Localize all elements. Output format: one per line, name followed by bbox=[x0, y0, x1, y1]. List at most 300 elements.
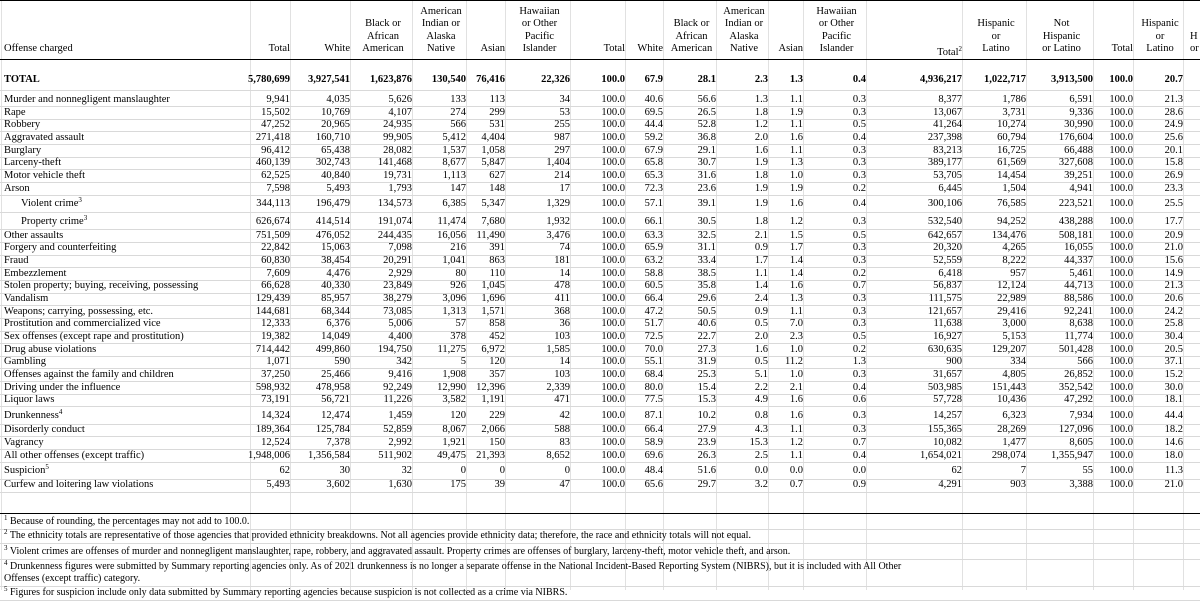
data-cell: 2.1 bbox=[754, 229, 768, 241]
offense-label-text: Sex offenses (except rape and prostitution) bbox=[4, 331, 184, 342]
offense-label-text: Aggravated assault bbox=[4, 131, 85, 143]
data-cell: 16,725 bbox=[997, 144, 1026, 156]
data-cell: 31,657 bbox=[933, 368, 962, 380]
data-cell: 103 bbox=[554, 331, 570, 342]
footnote-marker: 3 bbox=[83, 213, 88, 222]
offense-label bbox=[4, 94, 170, 106]
data-cell: 0.3 bbox=[852, 242, 866, 254]
data-cell: 39,251 bbox=[1064, 169, 1093, 181]
data-cell: 100.0 bbox=[1109, 198, 1133, 210]
offense-label-text: Driving under the influence bbox=[4, 381, 121, 393]
data-cell: 0.3 bbox=[852, 157, 866, 169]
footnote-number: 1 bbox=[4, 514, 8, 522]
data-cell: 588 bbox=[554, 424, 570, 436]
data-cell: 40,840 bbox=[321, 169, 350, 181]
data-cell: 8,605 bbox=[1069, 436, 1093, 448]
data-cell: 2.3 bbox=[789, 331, 803, 342]
data-cell: 100.0 bbox=[601, 449, 625, 461]
column-header bbox=[743, 43, 803, 56]
offense-label bbox=[4, 107, 26, 119]
data-cell: 100.0 bbox=[601, 293, 625, 305]
data-cell: 751,509 bbox=[255, 229, 290, 241]
data-cell: 65.3 bbox=[644, 169, 663, 181]
table-bottom-border bbox=[0, 513, 1200, 514]
data-cell: 1.2 bbox=[754, 119, 768, 131]
data-cell: 1.9 bbox=[789, 106, 803, 118]
offense-label bbox=[4, 407, 63, 422]
data-cell: 94,252 bbox=[997, 215, 1026, 227]
data-cell: 4,941 bbox=[1069, 182, 1093, 194]
data-cell: 36 bbox=[559, 318, 570, 330]
data-cell: 100.0 bbox=[601, 267, 625, 279]
row-divider bbox=[0, 195, 1200, 196]
data-cell: 1.3 bbox=[754, 94, 768, 105]
data-cell: 53,705 bbox=[933, 169, 962, 181]
offense-label-text: Rape bbox=[4, 106, 26, 118]
data-cell: 15,502 bbox=[261, 106, 290, 118]
data-cell: 0.3 bbox=[852, 255, 866, 267]
data-cell: 1.8 bbox=[754, 106, 768, 118]
data-cell: 411 bbox=[554, 293, 570, 305]
data-cell: 14,324 bbox=[261, 409, 290, 421]
data-cell: 1,045 bbox=[481, 280, 505, 292]
offense-label bbox=[4, 255, 29, 267]
data-cell: 24.2 bbox=[1164, 305, 1183, 317]
offense-label-text: Curfew and loitering law violations bbox=[4, 479, 154, 491]
data-cell: 15.8 bbox=[1164, 157, 1183, 169]
data-cell: 2.1 bbox=[789, 381, 803, 393]
data-cell: 858 bbox=[489, 318, 505, 330]
data-cell: 532,540 bbox=[927, 215, 962, 227]
data-cell: 476,052 bbox=[315, 229, 350, 241]
data-cell: 598,932 bbox=[255, 381, 290, 393]
data-cell: 1.6 bbox=[789, 280, 803, 292]
data-cell: 17 bbox=[559, 182, 570, 194]
data-cell: 903 bbox=[1010, 479, 1026, 491]
data-cell: 10,274 bbox=[997, 119, 1026, 131]
data-cell: 100.0 bbox=[601, 74, 625, 85]
data-cell: 30 bbox=[339, 465, 350, 477]
data-cell: 5,493 bbox=[266, 479, 290, 491]
offense-label-text: Murder and nonnegligent manslaughter bbox=[4, 94, 170, 105]
data-cell: 38,279 bbox=[383, 293, 412, 305]
data-cell: 389,177 bbox=[927, 157, 962, 169]
column-header-text: H or bbox=[1190, 30, 1199, 55]
data-cell: 100.0 bbox=[1109, 331, 1133, 342]
data-cell: 21.0 bbox=[1164, 242, 1183, 254]
data-cell: 1.7 bbox=[754, 255, 768, 267]
offense-label-text: Embezzlement bbox=[4, 267, 67, 279]
data-cell: 8,638 bbox=[1069, 318, 1093, 330]
column-header-text: Offense charged bbox=[4, 43, 73, 55]
data-cell: 100.0 bbox=[601, 394, 625, 406]
data-cell: 23.6 bbox=[697, 182, 716, 194]
data-cell: 1.1 bbox=[789, 305, 803, 317]
data-cell: 13,067 bbox=[933, 106, 962, 118]
footnote-number: 4 bbox=[4, 559, 8, 567]
data-cell: 2.3 bbox=[754, 74, 768, 85]
data-cell: 100.0 bbox=[601, 215, 625, 227]
data-cell: 271,418 bbox=[255, 131, 290, 143]
data-cell: 11,226 bbox=[383, 394, 412, 406]
column-header-text: Hispanic or Latino bbox=[977, 18, 1015, 55]
data-cell: 590 bbox=[334, 356, 350, 368]
data-cell: 23.9 bbox=[697, 436, 716, 448]
offense-label bbox=[4, 145, 41, 157]
data-cell: 150 bbox=[489, 436, 505, 448]
column-header-text: Total bbox=[937, 47, 959, 59]
offense-label bbox=[4, 268, 66, 280]
data-cell: 100.0 bbox=[601, 381, 625, 393]
data-cell: 0.3 bbox=[852, 424, 866, 436]
data-cell: 68,344 bbox=[321, 305, 350, 317]
data-cell: 1.1 bbox=[789, 119, 803, 131]
data-cell: 76,585 bbox=[997, 198, 1026, 210]
data-cell: 2,929 bbox=[388, 267, 412, 279]
data-cell: 0.3 bbox=[852, 144, 866, 156]
data-cell: 100.0 bbox=[601, 318, 625, 330]
data-cell: 62 bbox=[279, 465, 290, 477]
data-cell: 100.0 bbox=[601, 436, 625, 448]
offense-label-text: Drunkenness bbox=[4, 409, 59, 421]
data-cell: 4,265 bbox=[1002, 242, 1026, 254]
data-cell: 1,696 bbox=[481, 293, 505, 305]
data-cell: 144,681 bbox=[255, 305, 290, 317]
data-cell: 120 bbox=[489, 356, 505, 368]
data-cell: 15.2 bbox=[1164, 368, 1183, 380]
data-cell: 100.0 bbox=[1109, 119, 1133, 131]
column-header bbox=[1120, 18, 1200, 56]
data-cell: 100.0 bbox=[1109, 229, 1133, 241]
data-cell: 0.5 bbox=[754, 356, 768, 368]
data-cell: 100.0 bbox=[1109, 449, 1133, 461]
data-cell: 66.4 bbox=[644, 293, 663, 305]
column-header-text: Asian bbox=[480, 43, 505, 55]
column-header-text: American Indian or Alaska Native bbox=[723, 5, 765, 55]
data-cell: 1,571 bbox=[481, 305, 505, 317]
footnote-text: Violent crimes are offenses of murder and nonnegligent manslaughter, rape, robbery, and aggravated assault. Property crimes are offenses of burglary, larceny-theft, motor vehicle theft, and arson. bbox=[7, 546, 791, 557]
footnote-marker: 5 bbox=[45, 463, 49, 472]
data-cell: 214 bbox=[554, 169, 570, 181]
data-cell: 100.0 bbox=[601, 465, 625, 477]
data-cell: 8,652 bbox=[546, 449, 570, 461]
data-cell: 65,438 bbox=[321, 144, 350, 156]
data-cell: 60,830 bbox=[261, 255, 290, 267]
offense-label bbox=[4, 479, 153, 491]
data-cell: 100.0 bbox=[601, 356, 625, 368]
data-cell: 16,056 bbox=[437, 229, 466, 241]
data-cell: 100.0 bbox=[1109, 94, 1133, 105]
grid-column-line bbox=[866, 0, 867, 590]
data-cell: 160,710 bbox=[315, 131, 350, 143]
footnote-marker: 3 bbox=[78, 196, 82, 205]
data-cell: 60,794 bbox=[997, 131, 1026, 143]
data-cell: 100.0 bbox=[601, 343, 625, 355]
data-cell: 67.9 bbox=[644, 74, 663, 85]
data-cell: 29.6 bbox=[697, 293, 716, 305]
data-cell: 4,107 bbox=[388, 106, 412, 118]
data-cell: 100.0 bbox=[1109, 343, 1133, 355]
data-cell: 2,992 bbox=[388, 436, 412, 448]
data-cell: 926 bbox=[450, 280, 466, 292]
data-cell: 1.2 bbox=[789, 215, 803, 227]
data-cell: 134,573 bbox=[377, 198, 412, 210]
data-cell: 176,604 bbox=[1058, 131, 1093, 143]
data-cell: 2,066 bbox=[481, 424, 505, 436]
data-cell: 127,096 bbox=[1058, 424, 1093, 436]
data-cell: 100.0 bbox=[1109, 479, 1133, 491]
data-cell: 16,055 bbox=[1064, 242, 1093, 254]
data-cell: 44,713 bbox=[1064, 280, 1093, 292]
data-cell: 0.3 bbox=[852, 318, 866, 330]
data-cell: 69.6 bbox=[644, 449, 663, 461]
data-cell: 7,098 bbox=[388, 242, 412, 254]
data-cell: 58.8 bbox=[644, 267, 663, 279]
data-cell: 103 bbox=[554, 368, 570, 380]
data-cell: 460,139 bbox=[255, 157, 290, 169]
data-cell: 1,191 bbox=[481, 394, 505, 406]
data-cell: 3,000 bbox=[1002, 318, 1026, 330]
footnote bbox=[4, 530, 751, 541]
data-cell: 87.1 bbox=[644, 409, 663, 421]
data-cell: 1,313 bbox=[442, 305, 466, 317]
data-cell: 100.0 bbox=[1109, 182, 1133, 194]
data-cell: 2.4 bbox=[754, 293, 768, 305]
data-cell: 14.6 bbox=[1164, 436, 1183, 448]
data-cell: 2.0 bbox=[754, 331, 768, 342]
data-cell: 957 bbox=[1010, 267, 1026, 279]
data-cell: 111,575 bbox=[928, 293, 962, 305]
data-cell: 5,006 bbox=[388, 318, 412, 330]
data-cell: 630,635 bbox=[927, 343, 962, 355]
data-cell: 18.0 bbox=[1164, 449, 1183, 461]
data-cell: 5,493 bbox=[326, 182, 350, 194]
data-cell: 0.5 bbox=[852, 331, 866, 342]
data-cell: 499,860 bbox=[315, 343, 350, 355]
data-cell: 5,461 bbox=[1069, 267, 1093, 279]
offense-label bbox=[4, 344, 96, 356]
data-cell: 20.9 bbox=[1164, 229, 1183, 241]
data-cell: 125,784 bbox=[315, 424, 350, 436]
data-cell: 1,477 bbox=[1002, 436, 1026, 448]
data-cell: 0.7 bbox=[852, 280, 866, 292]
data-cell: 7,680 bbox=[481, 215, 505, 227]
footnote-number: 2 bbox=[4, 528, 8, 536]
data-cell: 414,514 bbox=[315, 215, 350, 227]
data-cell: 57.1 bbox=[644, 198, 663, 210]
data-cell: 100.0 bbox=[601, 119, 625, 131]
data-cell: 100.0 bbox=[601, 424, 625, 436]
data-cell: 511,902 bbox=[378, 449, 412, 461]
offense-label bbox=[4, 369, 174, 381]
data-cell: 244,435 bbox=[377, 229, 412, 241]
offense-label bbox=[4, 183, 30, 195]
data-cell: 100.0 bbox=[601, 157, 625, 169]
column-header bbox=[1190, 31, 1200, 56]
offense-label bbox=[4, 230, 63, 242]
data-cell: 0.9 bbox=[754, 305, 768, 317]
data-cell: 0.5 bbox=[852, 119, 866, 131]
data-cell: 30,990 bbox=[1064, 119, 1093, 131]
data-cell: 1.9 bbox=[754, 198, 768, 210]
grid-column-line bbox=[1183, 0, 1184, 590]
footnote-continuation: Offenses (except traffic) category. bbox=[4, 573, 141, 584]
data-cell: 25,466 bbox=[321, 368, 350, 380]
data-cell: 0.3 bbox=[852, 368, 866, 380]
data-cell: 61,569 bbox=[997, 157, 1026, 169]
data-cell: 100.0 bbox=[601, 305, 625, 317]
data-cell: 25.6 bbox=[1164, 131, 1183, 143]
data-cell: 30.5 bbox=[697, 215, 716, 227]
offense-label bbox=[4, 293, 48, 305]
data-cell: 100.0 bbox=[1109, 106, 1133, 118]
data-cell: 4,400 bbox=[388, 331, 412, 342]
data-cell: 100.0 bbox=[1109, 436, 1133, 448]
data-cell: 566 bbox=[450, 119, 466, 131]
data-cell: 73,085 bbox=[383, 305, 412, 317]
data-cell: 52.8 bbox=[697, 119, 716, 131]
data-cell: 501,428 bbox=[1058, 343, 1093, 355]
data-cell: 2.2 bbox=[754, 381, 768, 393]
data-cell: 148 bbox=[489, 182, 505, 194]
data-cell: 100.0 bbox=[1109, 131, 1133, 143]
data-cell: 327,608 bbox=[1058, 157, 1093, 169]
data-cell: 62 bbox=[951, 465, 962, 477]
data-cell: 334 bbox=[1010, 356, 1026, 368]
data-cell: 391 bbox=[489, 242, 505, 254]
data-cell: 85,957 bbox=[321, 293, 350, 305]
data-cell: 8,677 bbox=[442, 157, 466, 169]
column-header bbox=[290, 43, 350, 56]
data-cell: 30.7 bbox=[697, 157, 716, 169]
data-cell: 0.3 bbox=[852, 305, 866, 317]
data-cell: 100.0 bbox=[601, 409, 625, 421]
offense-label bbox=[4, 132, 84, 144]
offense-label-text: Burglary bbox=[4, 144, 42, 156]
row-divider bbox=[0, 90, 1200, 91]
row-divider bbox=[0, 406, 1200, 407]
data-cell: 25.8 bbox=[1164, 318, 1183, 330]
data-cell: 83 bbox=[559, 436, 570, 448]
data-cell: 27.9 bbox=[697, 424, 716, 436]
data-cell: 28.1 bbox=[697, 74, 716, 85]
data-cell: 41,264 bbox=[933, 119, 962, 131]
offense-label bbox=[4, 450, 144, 462]
data-cell: 100.0 bbox=[1109, 255, 1133, 267]
offense-label-text: Vagrancy bbox=[4, 436, 44, 448]
data-cell: 100.0 bbox=[1109, 267, 1133, 279]
data-cell: 21.0 bbox=[1164, 479, 1183, 491]
data-cell: 0.7 bbox=[852, 436, 866, 448]
data-cell: 300,106 bbox=[927, 198, 962, 210]
data-cell: 342 bbox=[396, 356, 412, 368]
data-cell: 9,941 bbox=[266, 94, 290, 105]
footnote bbox=[4, 587, 567, 598]
data-cell: 58.9 bbox=[644, 436, 663, 448]
offense-label-text: Motor vehicle theft bbox=[4, 169, 86, 181]
data-cell: 100.0 bbox=[601, 131, 625, 143]
data-cell: 50.5 bbox=[697, 305, 716, 317]
offense-label-text: Gambling bbox=[4, 356, 46, 368]
data-cell: 1.4 bbox=[789, 267, 803, 279]
data-cell: 9,416 bbox=[388, 368, 412, 380]
data-cell: 1.6 bbox=[789, 198, 803, 210]
data-cell: 1.2 bbox=[789, 436, 803, 448]
data-cell: 12,474 bbox=[321, 409, 350, 421]
data-cell: 1,537 bbox=[442, 144, 466, 156]
data-cell: 0.5 bbox=[852, 229, 866, 241]
data-cell: 1.6 bbox=[754, 144, 768, 156]
offense-label-text: Property crime bbox=[21, 215, 84, 227]
data-cell: 20.6 bbox=[1164, 293, 1183, 305]
data-cell: 26.5 bbox=[697, 106, 716, 118]
data-cell: 352,542 bbox=[1058, 381, 1093, 393]
data-cell: 7 bbox=[1020, 465, 1026, 477]
data-cell: 31.6 bbox=[697, 169, 716, 181]
data-cell: 65.9 bbox=[644, 242, 663, 254]
data-cell: 6,591 bbox=[1069, 94, 1093, 105]
data-cell: 35.8 bbox=[697, 280, 716, 292]
data-cell: 130,540 bbox=[431, 74, 466, 85]
row-divider bbox=[0, 212, 1200, 213]
data-cell: 11.3 bbox=[1165, 465, 1183, 477]
data-cell: 1,356,584 bbox=[308, 449, 350, 461]
grid-column-line bbox=[1, 0, 2, 590]
footnote-text: The ethnicity totals are representative of those agencies that provided ethnicity breakdowns. Not all agencies provide ethnicity data; therefore, the race and ethnicity totals will not equal. bbox=[7, 530, 751, 541]
data-cell: 100.0 bbox=[601, 479, 625, 491]
footnote-divider bbox=[0, 600, 1200, 601]
data-cell: 1,948,006 bbox=[248, 449, 290, 461]
data-cell: 11,774 bbox=[1064, 331, 1093, 342]
offense-label bbox=[4, 157, 61, 169]
data-cell: 30.0 bbox=[1164, 381, 1183, 393]
data-cell: 24.9 bbox=[1164, 119, 1183, 131]
data-cell: 66,488 bbox=[1064, 144, 1093, 156]
data-cell: 566 bbox=[1077, 356, 1093, 368]
offense-label-text: Offenses against the family and children bbox=[4, 368, 174, 380]
data-cell: 4,035 bbox=[326, 94, 350, 105]
data-cell: 16,927 bbox=[933, 331, 962, 342]
column-header bbox=[902, 43, 962, 60]
data-cell: 216 bbox=[450, 242, 466, 254]
data-cell: 10.2 bbox=[697, 409, 716, 421]
data-cell: 627 bbox=[489, 169, 505, 181]
data-cell: 38,454 bbox=[321, 255, 350, 267]
data-cell: 8,067 bbox=[442, 424, 466, 436]
data-cell: 56.6 bbox=[697, 94, 716, 105]
data-cell: 20,965 bbox=[321, 119, 350, 131]
data-cell: 12,990 bbox=[437, 381, 466, 393]
data-cell: 1.8 bbox=[754, 169, 768, 181]
column-header bbox=[445, 43, 505, 56]
footnote-marker: 4 bbox=[58, 407, 63, 416]
data-cell: 22.7 bbox=[697, 331, 716, 342]
data-cell: 15.4 bbox=[697, 381, 716, 393]
data-cell: 28,082 bbox=[383, 144, 412, 156]
data-cell: 15.3 bbox=[749, 436, 768, 448]
data-cell: 36.8 bbox=[697, 131, 716, 143]
data-cell: 302,743 bbox=[315, 157, 350, 169]
data-cell: 55 bbox=[1082, 465, 1093, 477]
data-cell: 65.8 bbox=[644, 157, 663, 169]
footnote-marker: 2 bbox=[958, 45, 962, 54]
data-cell: 987 bbox=[554, 131, 570, 143]
column-header-text: Not Hispanic or Latino bbox=[1042, 18, 1081, 55]
data-cell: 25.3 bbox=[697, 368, 716, 380]
data-cell: 6,418 bbox=[938, 267, 962, 279]
offense-label bbox=[21, 213, 88, 228]
data-cell: 80.0 bbox=[644, 381, 663, 393]
